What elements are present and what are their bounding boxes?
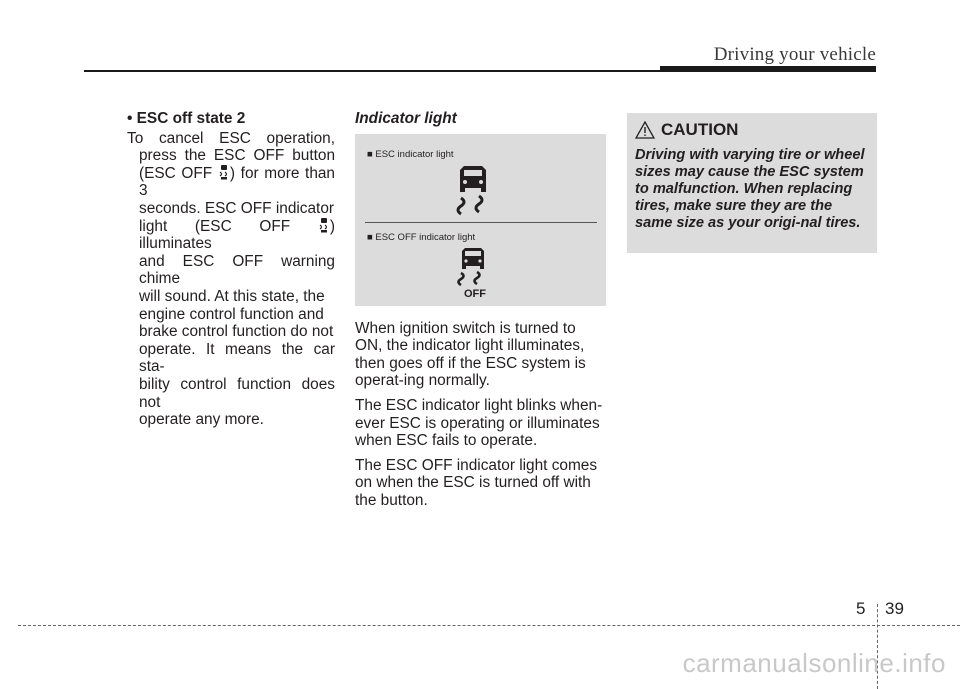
- caution-heading: [635, 121, 738, 139]
- line-with-icon: [127, 218, 335, 253]
- line: press the ESC OFF button: [139, 147, 335, 165]
- caution-triangle-icon: [635, 121, 655, 139]
- caution-title: CAUTION: [661, 120, 739, 140]
- line: bility control function does not: [139, 375, 335, 411]
- line: will sound. At this state, the: [139, 287, 325, 305]
- watermark: carmanualsonline.info: [682, 648, 946, 678]
- column-esc-off-state: [127, 110, 335, 429]
- line-text: (ESC OFF: [139, 164, 213, 182]
- esc-off-mini-icon: [318, 218, 330, 233]
- esc-off-indicator-icon: [455, 246, 495, 298]
- line: To cancel ESC operation,: [127, 129, 335, 147]
- esc-indicator-label: ■ ESC indicator light: [367, 148, 454, 160]
- header-title: Driving your vehicle: [713, 44, 876, 65]
- esc-off-indicator-label: ■ ESC OFF indicator light: [367, 231, 476, 243]
- line: brake control function do not: [139, 323, 334, 341]
- line: seconds. ESC OFF indicator: [139, 199, 335, 217]
- page-number: 39: [885, 599, 904, 618]
- paragraph: The ESC indicator light blinks when-ever ESC is operating or illuminates when ESC fails to operate.: [355, 396, 603, 450]
- chapter-number: 5: [856, 599, 866, 618]
- line-text: light (ESC OFF: [139, 217, 291, 235]
- paragraph: When ignition switch is turned to ON, the indicator light illuminates, then goes off if the ESC system is operat-ing normally.: [355, 319, 586, 390]
- bullet-heading-text: ESC off state 2: [136, 110, 246, 127]
- caution-text: Driving with varying tire or wheel sizes may cause the ESC system to malfunction. When replacing tires, make sure they are the same size as your origi-nal tires.: [635, 147, 865, 231]
- line: operate any more.: [139, 411, 264, 429]
- indicator-body: [355, 320, 606, 510]
- line-text: ) illuminates: [139, 217, 335, 253]
- footer-rule: [18, 625, 960, 626]
- paragraph: The ESC OFF indicator light comes on when the ESC is turned off with the button.: [355, 456, 598, 509]
- figure-divider: [365, 222, 597, 223]
- esc-indicator-icon: [455, 164, 491, 216]
- indicator-figure: [355, 134, 606, 306]
- line: and ESC OFF warning chime: [139, 252, 335, 288]
- line-text: ) for more than 3: [139, 164, 335, 200]
- esc-off-mini-icon: [218, 165, 230, 180]
- bullet-heading: • ESC off state 2: [127, 110, 246, 127]
- section-title: Indicator light: [355, 110, 457, 127]
- esc-off-paragraph: [127, 130, 335, 429]
- column-indicator-light: [355, 110, 606, 517]
- line: operate. It means the car sta-: [139, 340, 335, 376]
- header-rule-accent: [660, 66, 876, 72]
- line-with-icon: [127, 165, 335, 200]
- column-caution: [627, 113, 877, 253]
- caution-box: [627, 113, 877, 253]
- line: engine control function and: [139, 305, 324, 323]
- off-text: OFF: [464, 287, 486, 298]
